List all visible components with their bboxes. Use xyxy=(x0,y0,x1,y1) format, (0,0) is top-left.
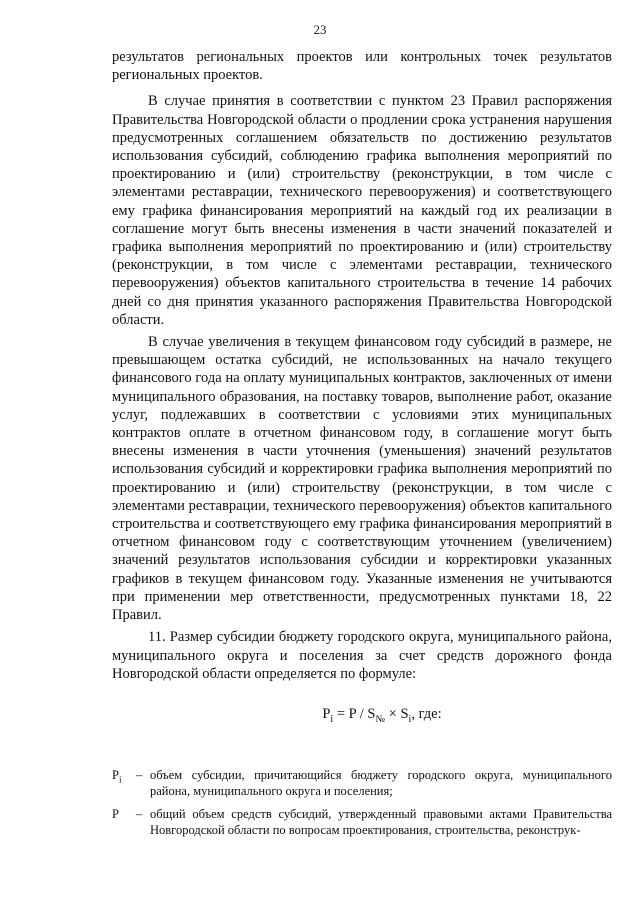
formula-eq: = P / S xyxy=(333,705,376,722)
subsidy-formula xyxy=(152,705,612,729)
definition-row xyxy=(112,768,612,799)
formula-definitions xyxy=(112,768,612,846)
formula-lhs: P xyxy=(322,705,331,722)
paragraph-extension-clause: В случае принятия в соответствии с пунктом 23 Правил распоряжения Правительства Новгородской области о продлении срока устранения нарушения предусмотренных соглашением обязательств по достижению результатов использования субсидий, соблюдению графика выполнения мероприятий по проектированию и (или) строительству (реконструкции, в том числе с элементами реставрации, технического перевооружения) и соответствующего ему графика финансирования мероприятий на каждый год их реализации в соглашение могут быть внесены изменения в части значений показателей и графика выполнения мероприятий по проектированию и (или) строительству (реконструкции, в том числе с элементами реставрации, технического перевооружения) объектов капитального строительства в течение 14 рабочих дней со дня принятия указанного распоряжения Правительства Новгородской области. xyxy=(112,93,612,328)
definition-symbol: P xyxy=(112,807,119,821)
definition-symbol: $P_i$ xyxy=(112,768,122,785)
formula-lhs-sub: i xyxy=(330,713,334,725)
formula-times: × S xyxy=(385,705,409,722)
page-number: 23 xyxy=(313,22,327,37)
paragraph-item-11: 11. Размер субсидии бюджету городского округа, муниципального района, муниципального округа и поселения за счет средств дорожного фонда Новгородской области определяется по формуле: xyxy=(112,629,612,682)
definition-text: объем субсидии, причитающийся бюджету городского округа, муниципального района, муниципального округа и поселения; xyxy=(150,768,612,798)
definition-dash: – xyxy=(136,768,143,782)
definition-row xyxy=(112,807,612,838)
formula-s-sub: № xyxy=(375,713,386,725)
formula-tail: , где: xyxy=(411,705,442,722)
formula-si-sub: i xyxy=(408,713,412,725)
definition-text: общий объем средств субсидий, утвержденный правовыми актами Правительства Новгородской области по вопросам проектирования, строительства, реконструк- xyxy=(150,807,612,837)
paragraph-continuation: результатов региональных проектов или контрольных точек результатов региональных проектов. xyxy=(112,49,612,84)
definition-dash: – xyxy=(136,807,143,821)
paragraph-increase-clause: В случае увеличения в текущем финансовом году субсидий в размере, не превышающем остатка субсидий, не использованных на начало текущего финансового года на оплату муниципальных контрактов, заключенных от имени муниципального образования, на поставку товаров, выполнение работ, оказание услуг, подлежавших в соответствии с условиями этих муниципальных контрактов оплате в отчетном финансовом году, в соглашение могут быть внесены изменения в части уточнения (уменьшения) значений результатов использования субсидий и корректировки графика выполнения мероприятий по проектированию и (или) строительству (реконструкции, в том числе с элементами реставрации, технического перевооружения) объектов капитального строительства и соответствующего ему графика финансирования мероприятий в отчетном финансовом году с соответствующим уточнением (увеличением) значений результатов использования субсидии и корректировки указанных графиков в текущем финансовом году. Указанные изменения не учитываются при применении мер ответственности, предусмотренных пунктами 18, 22 Правил. xyxy=(112,334,612,624)
document-body xyxy=(112,48,612,751)
